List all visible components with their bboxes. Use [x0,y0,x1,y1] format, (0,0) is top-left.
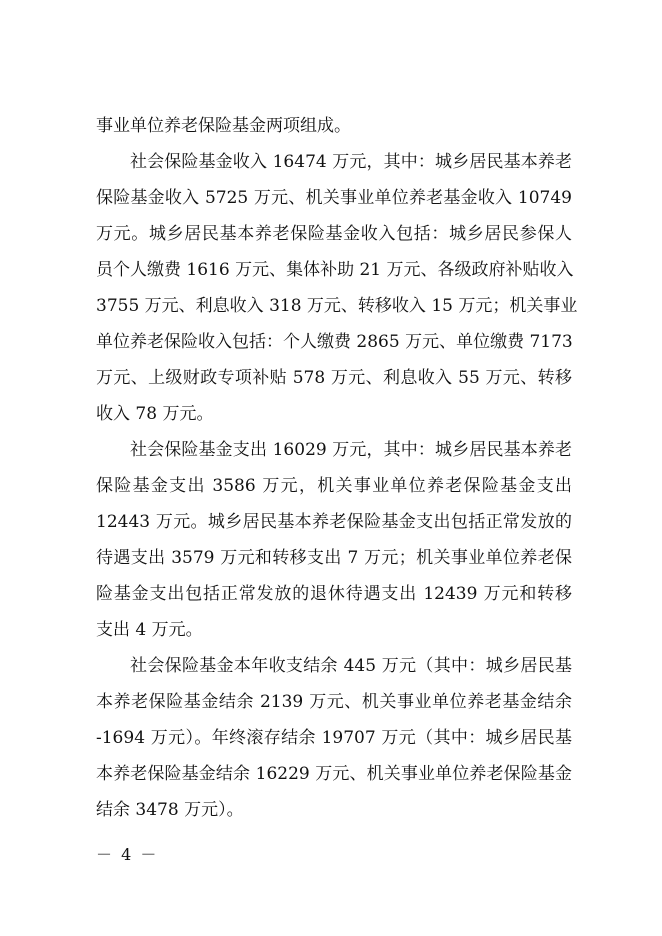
paragraph-balance [96,648,572,828]
paragraph-line: 12443 万元。城乡居民基本养老保险基金支出包括正常发放的 [96,512,572,532]
paragraph-line: 保险基金收入 5725 万元、机关事业单位养老基金收入 10749 [96,188,572,208]
paragraph-line: 结余 3478 万元）。 [96,800,244,820]
paragraph-line: -1694 万元）。年终滚存结余 19707 万元（其中：城乡居民基 [96,728,572,748]
document-body [96,108,578,828]
page-number: － 4 － [96,845,159,864]
paragraph-line: 社会保险基金收入 16474 万元，其中：城乡居民基本养老 [130,152,572,172]
paragraph-line: 待遇支出 3579 万元和转移支出 7 万元；机关事业单位养老保 [96,548,572,568]
paragraph-line: 事业单位养老保险基金两项组成。 [96,116,351,136]
paragraph-line: 万元。城乡居民基本养老保险基金收入包括：城乡居民参保人 [96,224,572,244]
paragraph-line: 保险基金支出 3586 万元，机关事业单位养老保险基金支出 [96,476,572,496]
paragraph-line: 单位养老保险收入包括：个人缴费 2865 万元、单位缴费 7173 [96,332,573,352]
paragraph-line: 本养老保险基金结余 2139 万元、机关事业单位养老基金结余 [96,692,572,712]
paragraph-expenditure [96,432,572,648]
paragraph-line: 员个人缴费 1616 万元、集体补助 21 万元、各级政府补贴收入 [96,260,574,280]
paragraph-income [96,144,578,432]
paragraph-line: 本养老保险基金结余 16229 万元、机关事业单位养老保险基金 [96,764,572,784]
paragraph-line: 险基金支出包括正常发放的退休待遇支出 12439 万元和转移 [96,584,572,604]
paragraph-line: 社会保险基金本年收支结余 445 万元（其中：城乡居民基 [130,656,572,676]
paragraph-line: 支出 4 万元。 [96,620,203,640]
paragraph-line: 3755 万元、利息收入 318 万元、转移收入 15 万元；机关事业 [96,296,578,316]
paragraph-line: 万元、上级财政专项补贴 578 万元、利息收入 55 万元、转移 [96,368,572,388]
paragraph-line: 收入 78 万元。 [96,404,214,424]
paragraph-continuation [96,108,572,144]
paragraph-line: 社会保险基金支出 16029 万元，其中：城乡居民基本养老 [130,440,572,460]
